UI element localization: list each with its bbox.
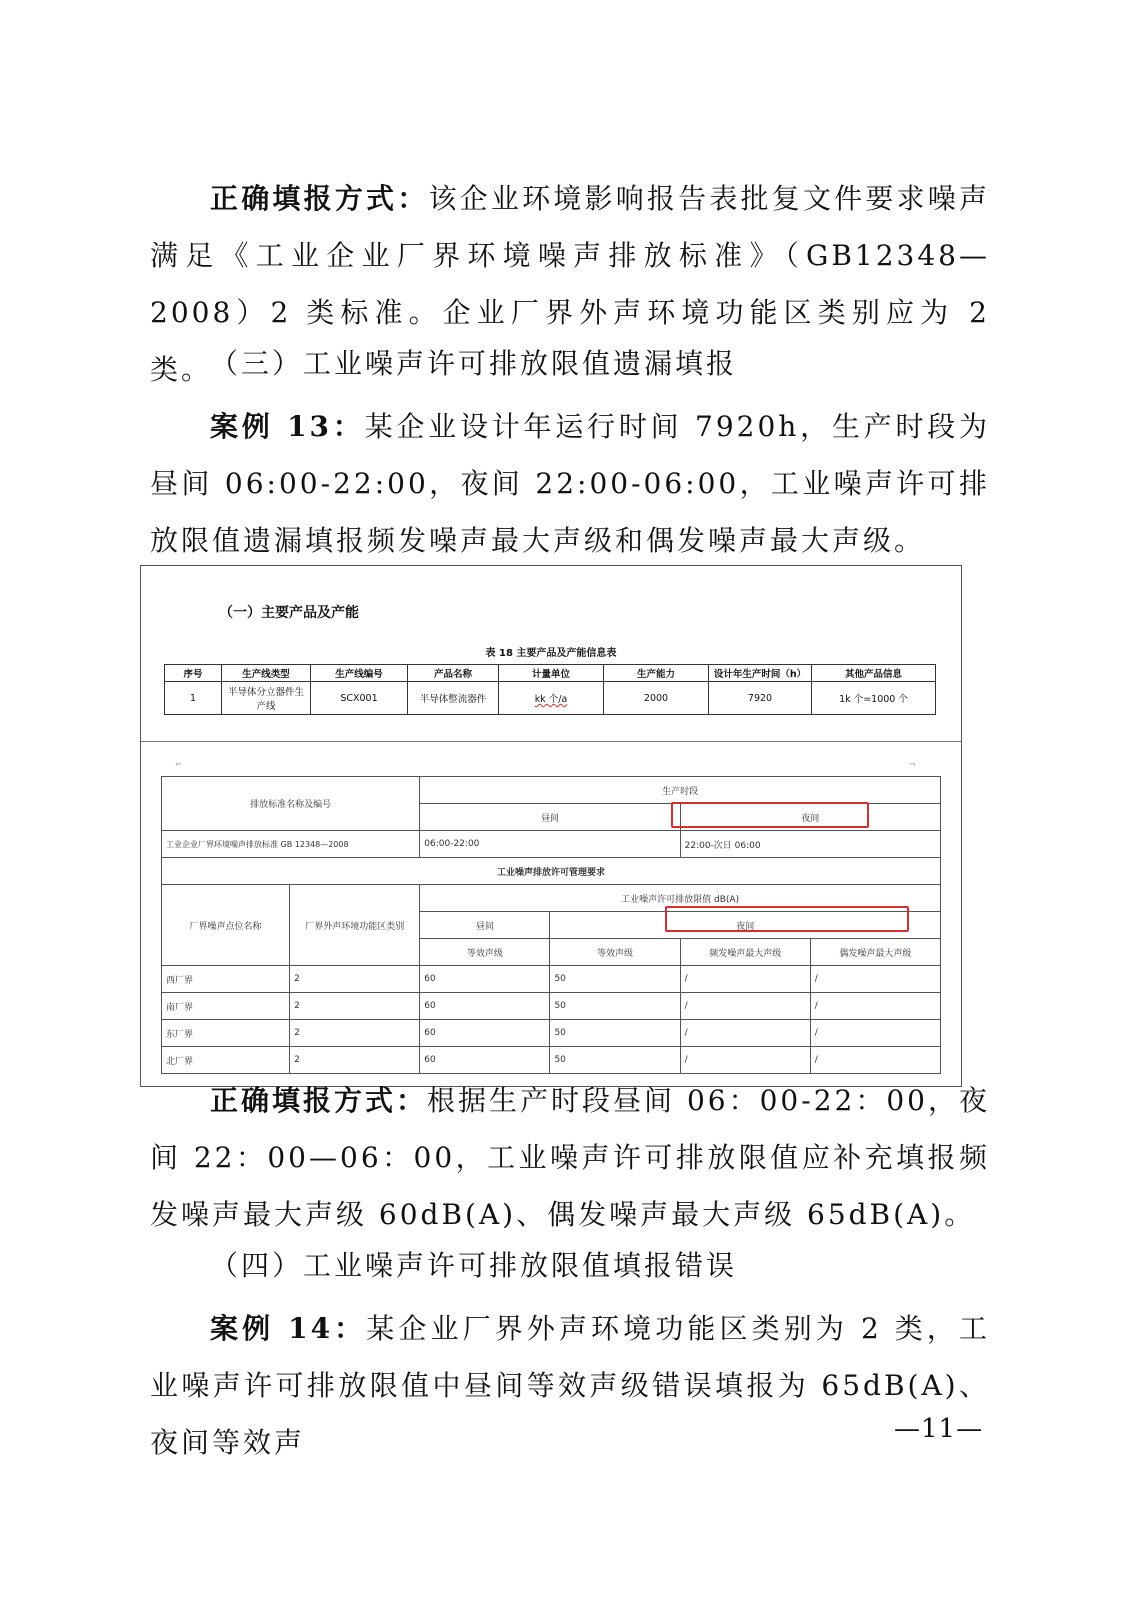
day-value-cell: 06:00-22:00 [420,831,680,858]
table-cell: kk 个/a [499,682,604,715]
day-header-cell: 昼间 [420,804,680,831]
freq-max-cell: 频发噪声最大声级 [680,939,810,966]
night-subheader-cell: 夜间 [550,912,941,939]
table-cell: 西厂界 [162,966,290,993]
table-cell: 1 [165,682,222,715]
section-title: （一）主要产品及产能 [219,605,359,621]
table-cell: 半导体分立器件生产线 [222,682,311,715]
lead-label: 案例 14： [210,1312,367,1345]
table-cell: / [810,1047,940,1074]
night-header-cell: 夜间 [680,804,940,831]
table-row [162,966,941,993]
table-cell: 半导体整流器件 [408,682,499,715]
table-cell: 60 [420,1020,550,1047]
day-eq-level-cell: 等效声级 [420,939,550,966]
limit-header-cell: 工业噪声许可排放限值 dB(A) [420,885,941,912]
prod-time-header-cell: 生产时段 [420,777,941,804]
table-header-cell: 设计年生产时间（h） [709,665,812,682]
embedded-screenshot [140,565,962,1087]
table-cell: / [810,966,940,993]
table-cell: / [810,1020,940,1047]
highlight-box-night [671,802,869,828]
table-row [162,831,941,858]
table-row [162,858,941,885]
lead-label: 正确填报方式： [210,1084,428,1117]
zone-header-cell: 厂界外声环境功能区类别 [290,885,420,966]
table-cell: 2 [290,1047,420,1074]
table-cell: / [810,993,940,1020]
table-cell: 60 [420,1047,550,1074]
table-cell: / [680,1020,810,1047]
table-cell: 南厂界 [162,993,290,1020]
occ-max-cell: 偶发噪声最大声级 [810,939,940,966]
table-cell: / [680,1047,810,1074]
table-cell: 60 [420,993,550,1020]
noise-permit-panel [141,742,961,1086]
lead-label: 案例 13： [210,410,365,443]
table-header-cell: 生产线类型 [222,665,311,682]
paragraph-text: 某企业厂界外声环境功能区类别为 2 类，工业噪声许可排放限值中昼间等效声级错误填报为 65dB(A)、夜间等效声 [150,1312,991,1459]
paragraph-correct-method-2 [150,1072,990,1243]
table-row [165,682,936,715]
mgmt-header-cell: 工业噪声排放许可管理要求 [162,858,941,885]
section-heading-3: （三）工业噪声许可排放限值遗漏填报 [210,347,738,380]
point-header-cell: 厂界噪声点位名称 [162,885,290,966]
table-cell: 50 [550,993,680,1020]
table-header-cell: 生产能力 [604,665,709,682]
table-row [162,1020,941,1047]
table-cell: 北厂界 [162,1047,290,1074]
paragraph-case-14 [150,1300,990,1471]
table-header-cell: 生产线编号 [311,665,408,682]
table-cell: 2000 [604,682,709,715]
table-cell: 2 [290,966,420,993]
lead-label: 正确填报方式： [210,182,429,215]
paragraph-text: 根据生产时段昼间 06：00-22：00，夜间 22：00—06：00，工业噪声许可排放限值应补充填报频发噪声最大声级 60dB(A)、偶发噪声最大声级 65dB(A)。 [150,1084,990,1231]
table-row [162,993,941,1020]
table-row [162,1047,941,1074]
night-eq-level-cell: 等效声级 [550,939,680,966]
table-caption: 表 18 主要产品及产能信息表 [485,648,617,659]
table-cell: 50 [550,966,680,993]
table-cell: 50 [550,1047,680,1074]
table-cell: 7920 [709,682,812,715]
day-subheader-cell: 昼间 [420,912,550,939]
night-value-cell: 22:00-次日 06:00 [680,831,940,858]
table-header-cell: 产品名称 [408,665,499,682]
product-table [164,664,936,715]
paragraph-case-13 [150,398,990,569]
table-row [162,777,941,804]
std-value-cell: 工业企业厂界环境噪声排放标准 GB 12348—2008 [162,831,420,858]
table-cell: 60 [420,966,550,993]
product-capacity-panel [141,566,961,742]
table-cell: 2 [290,1020,420,1047]
edit-mark: ¬ [909,760,916,769]
table-header-cell: 其他产品信息 [812,665,936,682]
table-header-cell: 计量单位 [499,665,604,682]
table-cell: 东厂界 [162,1020,290,1047]
section-heading-4: （四）工业噪声许可排放限值填报错误 [210,1249,738,1282]
std-header-cell: 排放标准名称及编号 [162,777,420,831]
highlight-box-max-levels [665,906,909,932]
page-number: —11— [894,1414,984,1444]
paragraph-text: 该企业环境影响报告表批复文件要求噪声满足《工业企业厂界环境噪声排放标准》（GB12348—2008）2 类标准。企业厂界外声环境功能区类别应为 2 类。 [150,182,990,386]
table-cell: / [680,993,810,1020]
table-cell: 2 [290,993,420,1020]
table-cell: SCX001 [311,682,408,715]
paragraph-text: 某企业设计年运行时间 7920h，生产时段为昼间 06:00-22:00，夜间 22:00-06:00，工业噪声许可排放限值遗漏填报频发噪声最大声级和偶发噪声最大声级。 [150,410,990,557]
table-header-row [165,665,936,682]
table-cell: 50 [550,1020,680,1047]
table-cell: / [680,966,810,993]
table-cell: 1k 个=1000 个 [812,682,936,715]
edit-mark: ⌐ [175,760,182,769]
table-header-cell: 序号 [165,665,222,682]
